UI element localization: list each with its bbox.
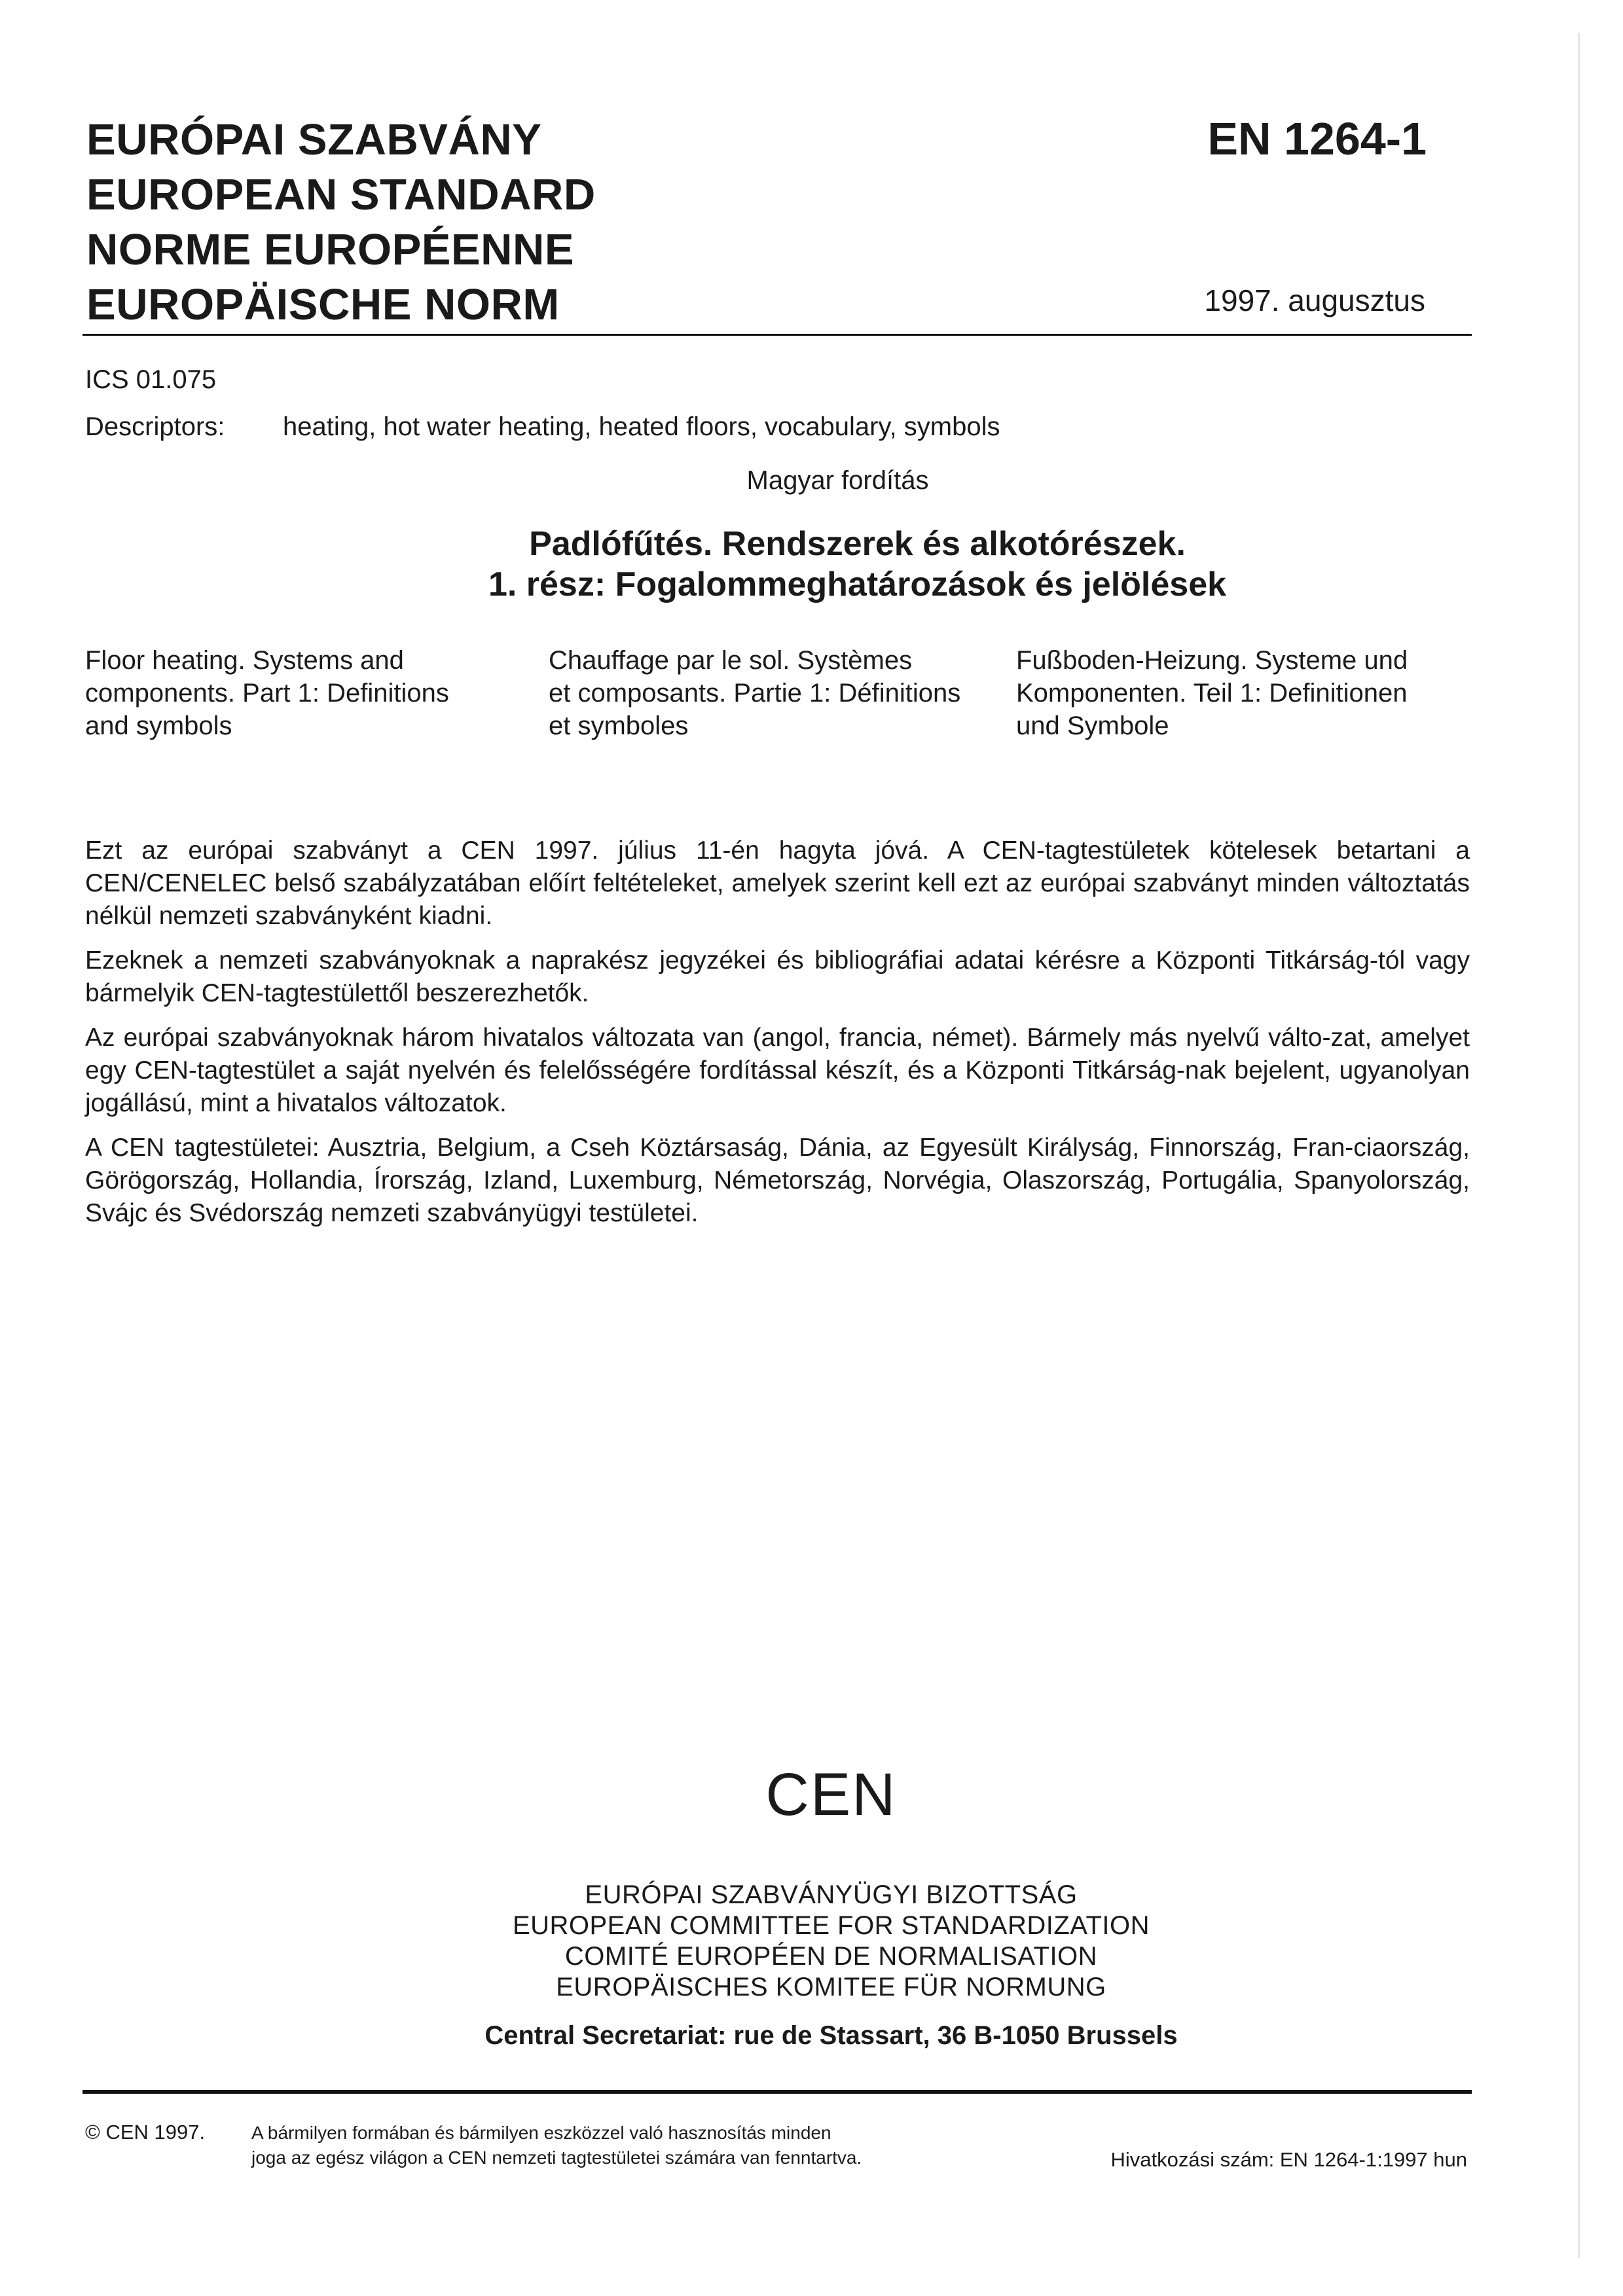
main-title-line-1: Padlófűtés. Rendszerek és alkotórészek.	[529, 525, 1186, 563]
title-english-line: and symbols	[85, 711, 232, 740]
title-german	[1016, 644, 1408, 742]
committee-names	[0, 1880, 1623, 2003]
title-german-line: Komponenten. Teil 1: Definitionen	[1016, 679, 1408, 708]
title-french-line: et symboles	[549, 711, 689, 740]
title-line-hu: EURÓPAI SZABVÁNY	[86, 115, 542, 164]
approval-text	[85, 834, 1470, 1242]
descriptors-value: heating, hot water heating, heated floors, vocabulary, symbols	[283, 412, 1000, 441]
descriptors-label: Descriptors:	[85, 412, 225, 441]
paragraph-members: A CEN tagtestületei: Ausztria, Belgium, a Cseh Köztársaság, Dánia, az Egyesült Királyság, Finnország, Fran-ciaország, Görögország, Hollandia, Írország, Izland, Luxemburg, Németország, Norvégia, Olaszország, Portugália, Spanyolország, Svájc és Svédország nemzeti szabványügyi testületei.	[85, 1134, 1470, 1227]
title-english-line: components. Part 1: Definitions	[85, 679, 449, 708]
standard-title-block	[86, 113, 596, 332]
committee-name-de: EUROPÄISCHES KOMITEE FÜR NORMUNG	[556, 1973, 1106, 2001]
rights-line: A bármilyen formában és bármilyen eszközzel való hasznosítás minden	[251, 2123, 831, 2143]
central-secretariat-address: Central Secretariat: rue de Stassart, 36 B-1050 Brussels	[484, 2021, 1178, 2050]
title-english-line: Floor heating. Systems and	[85, 646, 404, 675]
title-line-en: EUROPEAN STANDARD	[86, 170, 596, 219]
reference-number: Hivatkozási szám: EN 1264-1:1997 hun	[1110, 2148, 1467, 2171]
main-title-line-2: 1. rész: Fogalommeghatározások és jelölések	[488, 565, 1227, 603]
title-french	[549, 644, 960, 742]
copyright: © CEN 1997.	[85, 2121, 206, 2144]
title-german-line: und Symbole	[1016, 711, 1169, 740]
rights-notice	[251, 2121, 862, 2170]
publication-date: 1997. augusztus	[1204, 283, 1425, 317]
footer-divider	[82, 2090, 1472, 2094]
translation-note: Magyar fordítás	[746, 466, 929, 495]
title-line-de: EUROPÄISCHE NORM	[86, 280, 560, 329]
title-french-line: et composants. Partie 1: Définitions	[549, 679, 961, 708]
committee-name-hu: EURÓPAI SZABVÁNYÜGYI BIZOTTSÁG	[585, 1880, 1078, 1909]
committee-name-fr: COMITÉ EUROPÉEN DE NORMALISATION	[564, 1942, 1098, 1971]
committee-name-en: EUROPEAN COMMITTEE FOR STANDARDIZATION	[512, 1911, 1150, 1940]
paragraph-lists: Ezeknek a nemzeti szabványoknak a naprakész jegyzékei és bibliográfiai adatai kérésre a Központi Titkárság-tól vagy bármelyik CEN-tagtestülettől beszerezhetők.	[85, 946, 1470, 1007]
cen-logo: CEN	[765, 1761, 897, 1828]
ics-code: ICS 01.075	[85, 365, 217, 394]
title-english	[85, 644, 449, 742]
rights-line: joga az egész világon a CEN nemzeti tagtestületei számára van fenntartva.	[251, 2147, 862, 2168]
title-french-line: Chauffage par le sol. Systèmes	[549, 646, 913, 675]
title-german-line: Fußboden-Heizung. Systeme und	[1016, 646, 1408, 675]
paragraph-versions: Az európai szabványoknak három hivatalos változata van (angol, francia, német). Bármely más nyelvű válto-zat, amelyet egy CEN-tagtestület a saját nyelvén és felelősségére fordítással készít, és a Központi Titkárság-nak bejelent, ugyanolyan jogállású, mint a hivatalos változatok.	[85, 1024, 1470, 1117]
paragraph-approval: Ezt az európai szabványt a CEN 1997. július 11-én hagyta jóvá. A CEN-tagtestületek kötelesek betartani a CEN/CENELEC belső szabályzatában előírt feltételeket, amelyek szerint kell ezt az európai szabványt minden változtatás nélkül nemzeti szabványként kiadni.	[85, 836, 1470, 930]
main-title	[0, 524, 1623, 605]
standard-number: EN 1264-1	[1207, 113, 1427, 164]
title-line-fr: NORME EUROPÉENNE	[86, 225, 575, 274]
header-divider	[82, 334, 1472, 336]
